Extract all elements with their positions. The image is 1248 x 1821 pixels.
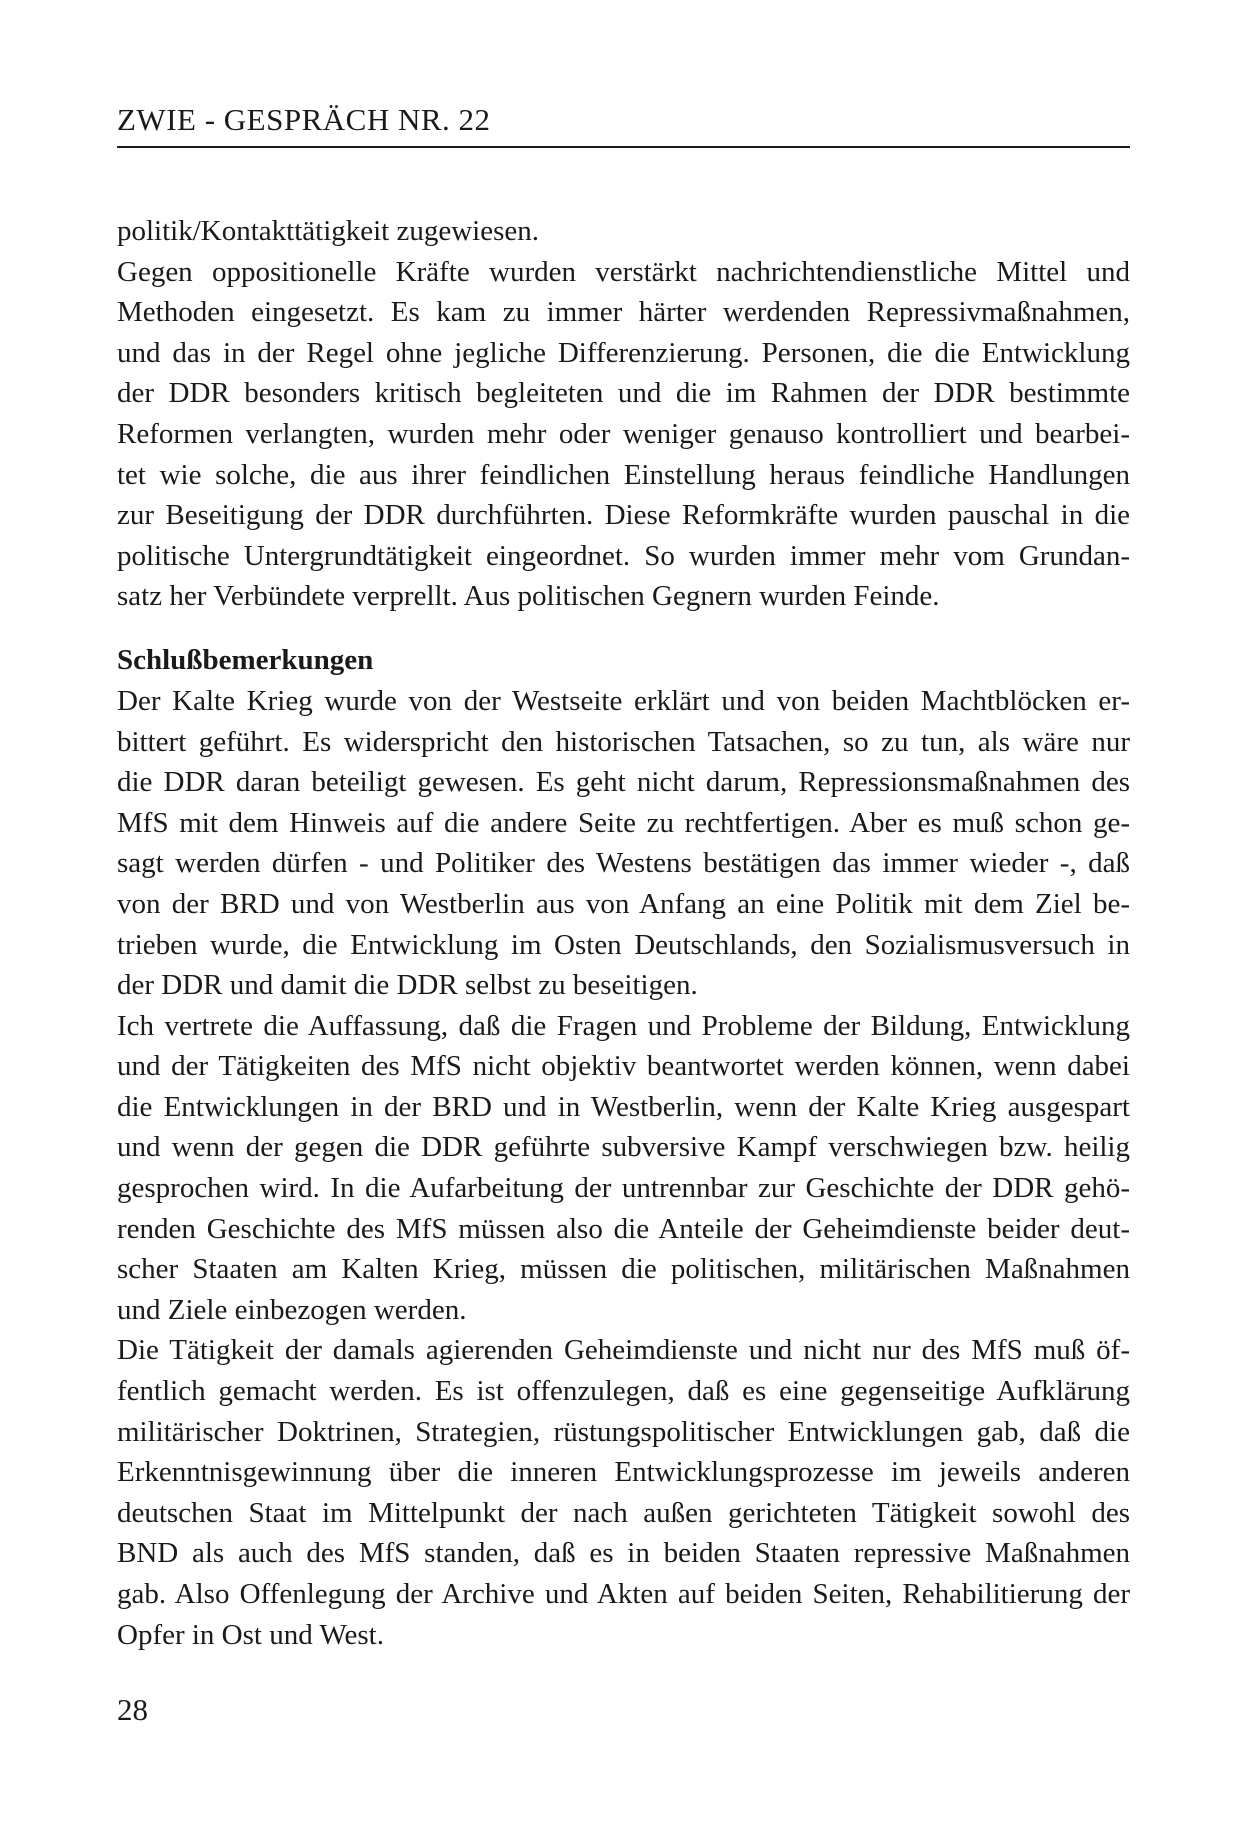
- text-line: Methoden eingesetzt. Es kam zu immer härter werdenden Repressivmaßnahmen,: [117, 296, 1130, 329]
- paragraph: [117, 252, 1130, 617]
- text-line: gesprochen wird. In die Aufarbeitung der untrennbar zur Geschichte der DDR gehö-: [117, 1172, 1130, 1205]
- text-line: BND als auch des MfS standen, daß es in beiden Staaten repressive Maßnahmen: [117, 1537, 1130, 1570]
- heading-spacer: [117, 617, 1130, 639]
- text-line: Gegen oppositionelle Kräfte wurden verstärkt nachrichtendienstliche Mittel und: [117, 255, 1130, 288]
- text-line: Ich vertrete die Auffassung, daß die Fragen und Probleme der Bildung, Entwicklung: [117, 1009, 1130, 1042]
- text-line: von der BRD und von Westberlin aus von Anfang an eine Politik mit dem Ziel be-: [117, 887, 1130, 920]
- text-line: deutschen Staat im Mittelpunkt der nach außen gerichteten Tätigkeit sowohl des: [117, 1496, 1130, 1529]
- text-line: trieben wurde, die Entwicklung im Osten Deutschlands, den Sozialismusversuch in: [117, 928, 1130, 961]
- text-line: Der Kalte Krieg wurde von der Westseite erklärt und von beiden Machtblöcken er-: [117, 684, 1130, 717]
- text-line: politik/Kontakttätigkeit zugewiesen.: [117, 215, 540, 247]
- paragraph: [117, 1330, 1130, 1655]
- paragraphs-before-heading: [117, 211, 1130, 617]
- section-heading: Schlußbemerkungen: [117, 643, 374, 676]
- text-line: zur Beseitigung der DDR durchführten. Diese Reformkräfte wurden pauschal in die: [117, 499, 1130, 532]
- text-line: und wenn der gegen die DDR geführte subversive Kampf verschwiegen bzw. heilig: [117, 1131, 1130, 1164]
- text-line: Opfer in Ost und West.: [117, 1618, 384, 1651]
- paragraph: [117, 1006, 1130, 1331]
- paragraphs-after-heading: [117, 681, 1130, 1655]
- text-line: der DDR und damit die DDR selbst zu beseitigen.: [117, 969, 698, 1002]
- text-line: bittert geführt. Es widerspricht den historischen Tatsachen, so zu tun, als wäre nur: [117, 725, 1130, 758]
- text-line: die Entwicklungen in der BRD und in Westberlin, wenn der Kalte Krieg ausgespart: [117, 1090, 1130, 1123]
- text-line: und der Tätigkeiten des MfS nicht objektiv beantwortet werden können, wenn dabei: [117, 1050, 1130, 1083]
- text-line: sagt werden dürfen - und Politiker des Westens bestätigen das immer wieder -, daß: [117, 847, 1130, 880]
- header-rule: [117, 146, 1130, 148]
- text-line: Erkenntnisgewinnung über die inneren Entwicklungsprozesse im jeweils anderen: [117, 1456, 1130, 1489]
- text-line: und das in der Regel ohne jegliche Differenzierung. Personen, die die Entwicklung: [117, 336, 1130, 369]
- page-body: [117, 211, 1130, 1655]
- text-line: satz her Verbündete verprellt. Aus politischen Gegnern wurden Feinde.: [117, 580, 940, 613]
- text-line: gab. Also Offenlegung der Archive und Akten auf beiden Seiten, Rehabilitierung der: [117, 1578, 1130, 1610]
- text-line: militärischer Doktrinen, Strategien, rüstungspolitischer Entwicklungen gab, daß die: [117, 1415, 1130, 1448]
- text-line: MfS mit dem Hinweis auf die andere Seite zu rechtfertigen. Aber es muß schon ge-: [117, 806, 1130, 839]
- text-line: Die Tätigkeit der damals agierenden Geheimdienste und nicht nur des MfS muß öf-: [117, 1334, 1130, 1367]
- text-line: fentlich gemacht werden. Es ist offenzulegen, daß es eine gegenseitige Aufklärung: [117, 1375, 1130, 1408]
- text-line: die DDR daran beteiligt gewesen. Es geht nicht darum, Repressionsmaßnahmen des: [117, 766, 1130, 799]
- paragraph: [117, 681, 1130, 1006]
- running-header: ZWIE - GESPRÄCH NR. 22: [117, 102, 491, 137]
- page-number: 28: [117, 1692, 148, 1727]
- paragraph: [117, 211, 1130, 252]
- text-line: scher Staaten am Kalten Krieg, müssen die politischen, militärischen Maßnahmen: [117, 1253, 1130, 1286]
- text-line: der DDR besonders kritisch begleiteten und die im Rahmen der DDR bestimmte: [117, 377, 1130, 410]
- text-line: Reformen verlangten, wurden mehr oder weniger genauso kontrolliert und bearbei-: [117, 417, 1130, 450]
- text-line: renden Geschichte des MfS müssen also die Anteile der Geheimdienste beider deut-: [117, 1212, 1130, 1245]
- text-line: und Ziele einbezogen werden.: [117, 1293, 467, 1326]
- text-line: tet wie solche, die aus ihrer feindlichen Einstellung heraus feindliche Handlungen: [117, 458, 1130, 491]
- text-line: politische Untergrundtätigkeit eingeordnet. So wurden immer mehr vom Grundan-: [117, 539, 1130, 572]
